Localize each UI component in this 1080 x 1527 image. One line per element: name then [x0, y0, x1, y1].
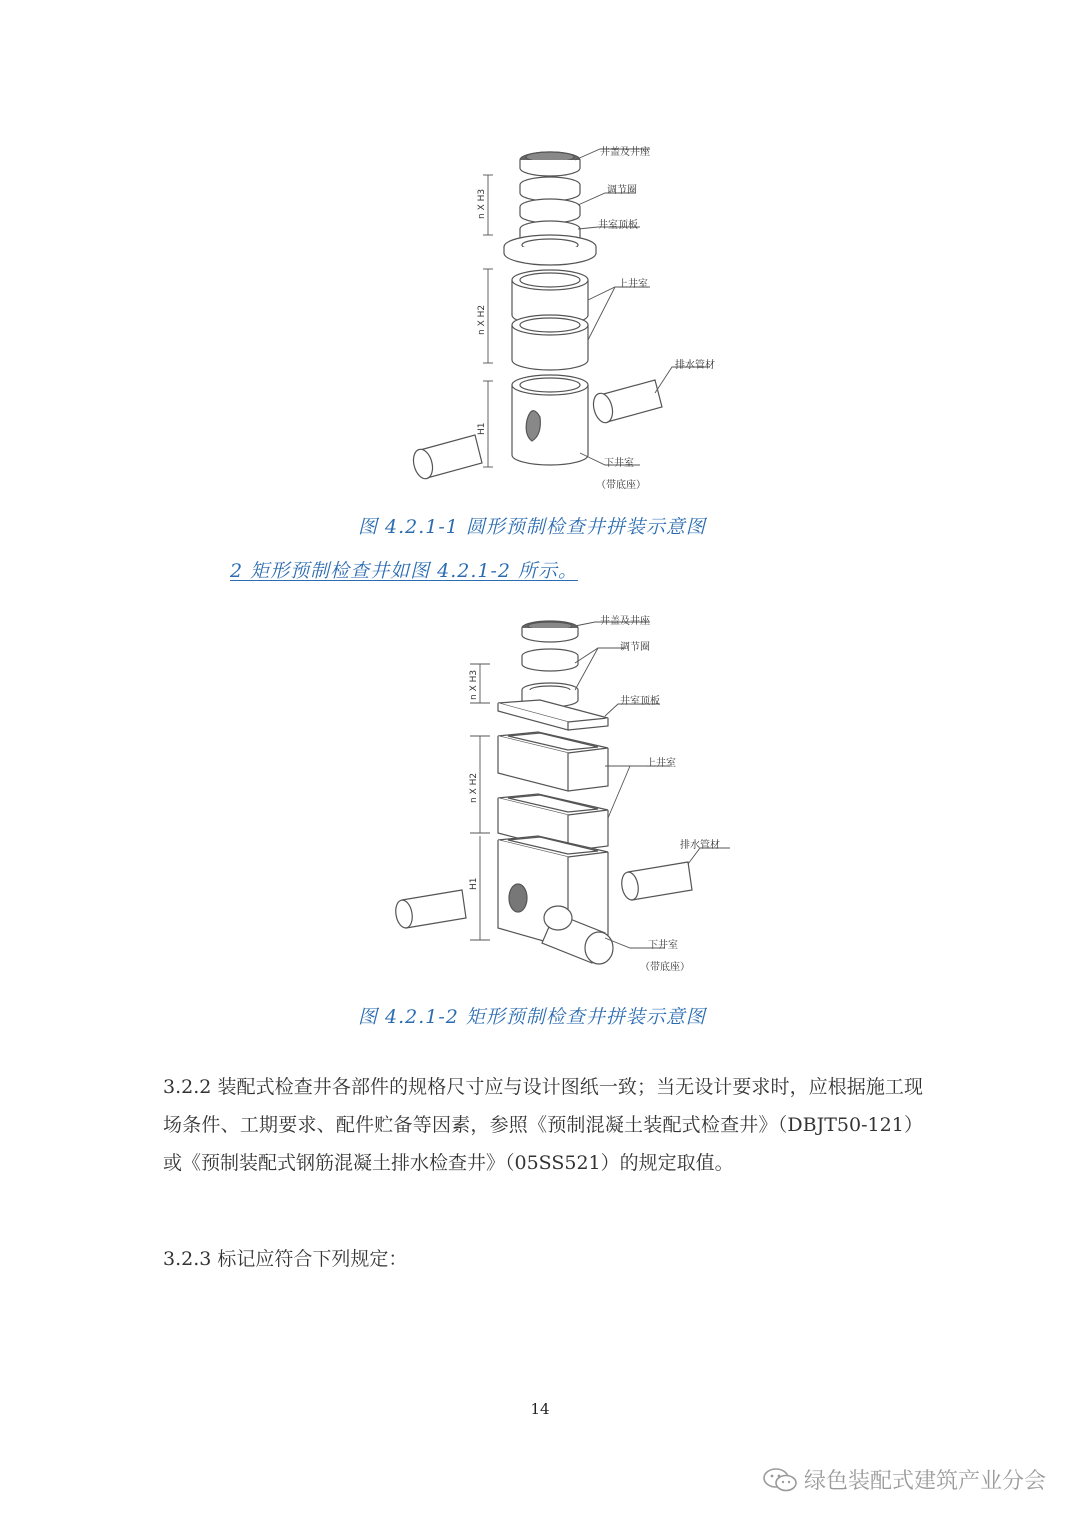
fig1-label-pipe: 排水管材 [675, 360, 715, 371]
fig1-label-cover: 井盖及井座 [600, 147, 650, 158]
paragraph-3-2-2: 3.2.2 装配式检查井各部件的规格尺寸应与设计图纸一致；当无设计要求时，应根据施工现场条件、工期要求、配件贮备等因素，参照《预制混凝土装配式检查井》（DBJT50-121）或《预制装配式钢筋混凝土排水检查井》（05SS521）的规定取值。 [163, 1076, 923, 1174]
fig1-dim-h2: n X H2 [477, 304, 487, 335]
fig1-label-base: （带底座） [596, 480, 646, 491]
fig2-label-lower: 下井室 [648, 940, 678, 951]
wechat-icon [762, 1467, 798, 1493]
fig2-label-pipe: 排水管材 [680, 840, 720, 851]
fig2-dim-h3: n X H3 [469, 669, 479, 700]
fig2-dim-h1: H1 [469, 877, 479, 890]
fig2-label-base: （带底座） [640, 962, 690, 973]
fig1-label-upper: 上井室 [618, 279, 648, 290]
paragraph-3-2-3: 3.2.3 标记应符合下列规定： [163, 1248, 408, 1270]
rectangular-manhole-drawing [390, 608, 735, 990]
figure2-intro-line: 2 矩形预制检查井如图 4.2.1-2 所示。 [230, 560, 579, 582]
fig1-dim-h1: H1 [477, 422, 487, 435]
watermark [762, 1464, 1046, 1495]
fig2-label-cover: 井盖及井座 [600, 616, 650, 627]
fig2-label-ring: 调节圈 [620, 642, 650, 653]
figure-circular-manhole [400, 135, 730, 495]
fig1-label-ring: 调节圈 [607, 185, 637, 196]
fig2-label-upper: 上井室 [646, 758, 676, 769]
fig2-label-roof: 井室顶板 [620, 696, 660, 707]
page-number: 14 [530, 1400, 550, 1418]
fig2-dim-h2: n X H2 [469, 772, 479, 803]
fig1-label-roof: 井室顶板 [598, 220, 638, 231]
fig1-dim-h3: n X H3 [477, 188, 487, 219]
figure-rectangular-manhole [390, 608, 735, 990]
figure1-caption: 图 4.2.1-1 圆形预制检查井拼装示意图 [358, 516, 706, 538]
figure2-caption: 图 4.2.1-2 矩形预制检查井拼装示意图 [358, 1006, 706, 1028]
watermark-text: 绿色装配式建筑产业分会 [803, 1469, 1046, 1494]
circular-manhole-drawing [400, 135, 730, 495]
fig1-label-lower: 下井室 [604, 458, 634, 469]
